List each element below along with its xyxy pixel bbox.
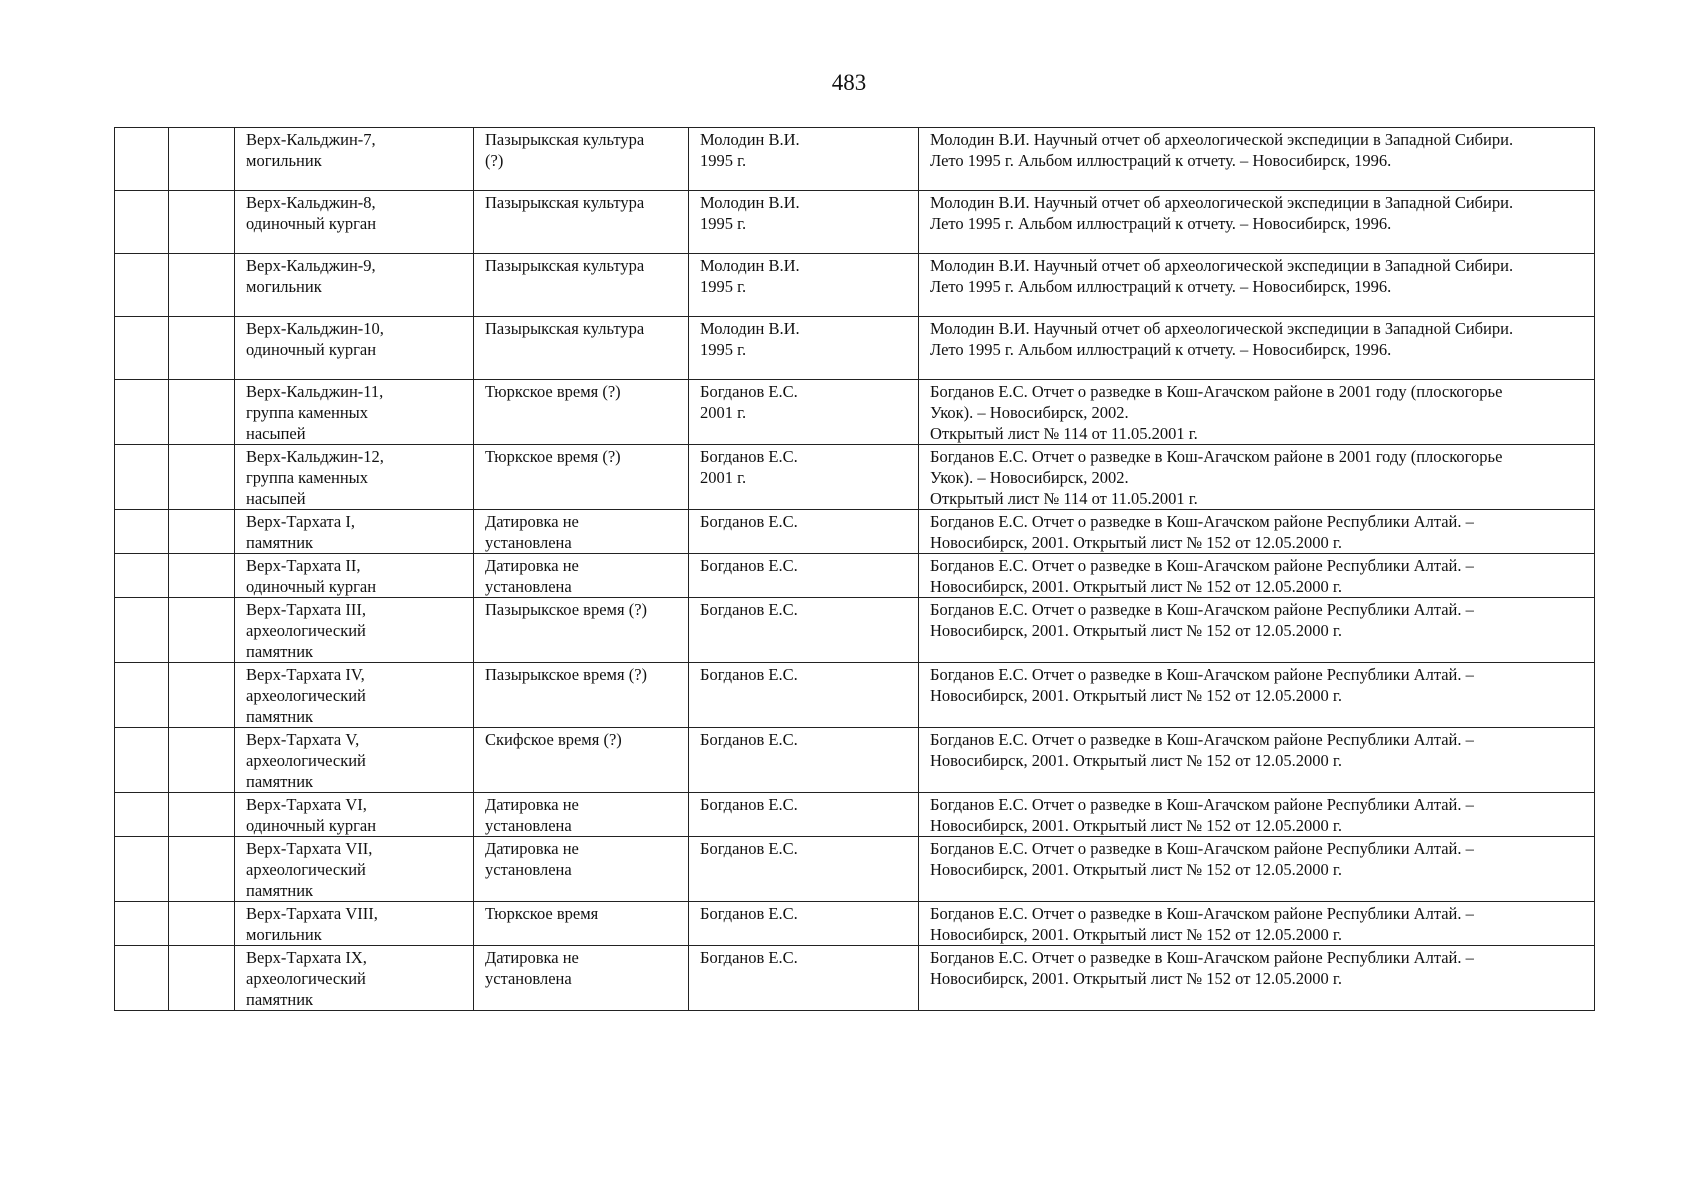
- monument-name: Верх-Тархата IV, археологический памятник: [246, 665, 366, 726]
- source-cell: [919, 663, 1595, 728]
- culture: Датировка не установлена: [485, 795, 579, 835]
- culture-cell: [474, 946, 689, 1011]
- culture-cell: [474, 380, 689, 445]
- table-row: [115, 793, 1595, 837]
- monument-name-cell: [235, 554, 474, 598]
- culture: Пазырыкское время (?): [485, 665, 648, 684]
- author-cell: [689, 902, 919, 946]
- monument-name: Верх-Тархата VII, археологический памятник: [246, 839, 373, 900]
- source: Богданов Е.С. Отчет о разведке в Кош-Агачском районе Республики Алтай. – Новосибирск, 2001. Открытый лист № 152 от 12.05.2000 г.: [930, 730, 1474, 770]
- culture-cell: [474, 598, 689, 663]
- culture-cell: [474, 902, 689, 946]
- table-row: [115, 317, 1595, 380]
- culture: Пазырыкское время (?): [485, 600, 648, 619]
- culture-cell: [474, 837, 689, 902]
- author: Молодин В.И. 1995 г.: [700, 193, 800, 233]
- author: Богданов Е.С.: [700, 512, 798, 531]
- table-row: [115, 254, 1595, 317]
- source-cell: [919, 380, 1595, 445]
- author-cell: [689, 946, 919, 1011]
- author-cell: [689, 380, 919, 445]
- source-cell: [919, 598, 1595, 663]
- number-cell: [115, 191, 169, 254]
- number-cell: [115, 510, 169, 554]
- culture-cell: [474, 728, 689, 793]
- number-cell: [115, 128, 169, 191]
- monument-name-cell: [235, 510, 474, 554]
- author: Богданов Е.С. 2001 г.: [700, 382, 798, 422]
- author: Богданов Е.С.: [700, 600, 798, 619]
- number-cell: [115, 946, 169, 1011]
- source: Молодин В.И. Научный отчет об археологической экспедиции в Западной Сибири. Лето 1995 г. Альбом иллюстраций к отчету. – Новосибирск, 1996.: [930, 130, 1514, 170]
- culture-cell: [474, 554, 689, 598]
- monument-name: Верх-Кальджин-10, одиночный курган: [246, 319, 384, 359]
- culture: Скифское время (?): [485, 730, 622, 749]
- author-cell: [689, 317, 919, 380]
- source: Богданов Е.С. Отчет о разведке в Кош-Агачском районе Республики Алтай. – Новосибирск, 2001. Открытый лист № 152 от 12.05.2000 г.: [930, 839, 1474, 879]
- monument-name-cell: [235, 663, 474, 728]
- number-cell: [115, 254, 169, 317]
- code-cell: [169, 837, 235, 902]
- number-cell: [115, 445, 169, 510]
- monument-name-cell: [235, 837, 474, 902]
- table-row: [115, 510, 1595, 554]
- monument-name-cell: [235, 793, 474, 837]
- author-cell: [689, 728, 919, 793]
- culture: Датировка не установлена: [485, 512, 579, 552]
- author: Богданов Е.С. 2001 г.: [700, 447, 798, 487]
- table-row: [115, 445, 1595, 510]
- table-row: [115, 663, 1595, 728]
- monument-name: Верх-Кальджин-8, одиночный курган: [246, 193, 377, 233]
- table-row: [115, 598, 1595, 663]
- monument-name-cell: [235, 946, 474, 1011]
- source-cell: [919, 946, 1595, 1011]
- number-cell: [115, 663, 169, 728]
- culture-cell: [474, 254, 689, 317]
- monument-name: Верх-Кальджин-7, могильник: [246, 130, 376, 170]
- source-cell: [919, 728, 1595, 793]
- number-cell: [115, 728, 169, 793]
- culture-cell: [474, 510, 689, 554]
- monument-name: Верх-Тархата V, археологический памятник: [246, 730, 366, 791]
- source: Молодин В.И. Научный отчет об археологической экспедиции в Западной Сибири. Лето 1995 г. Альбом иллюстраций к отчету. – Новосибирск, 1996.: [930, 193, 1514, 233]
- source: Молодин В.И. Научный отчет об археологической экспедиции в Западной Сибири. Лето 1995 г. Альбом иллюстраций к отчету. – Новосибирск, 1996.: [930, 319, 1514, 359]
- author-cell: [689, 793, 919, 837]
- number-cell: [115, 793, 169, 837]
- author: Богданов Е.С.: [700, 839, 798, 858]
- monument-name: Верх-Тархата III, археологический памятник: [246, 600, 366, 661]
- culture: Пазырыкская культура: [485, 193, 645, 212]
- code-cell: [169, 663, 235, 728]
- author: Богданов Е.С.: [700, 795, 798, 814]
- source: Богданов Е.С. Отчет о разведке в Кош-Агачском районе Республики Алтай. – Новосибирск, 2001. Открытый лист № 152 от 12.05.2000 г.: [930, 665, 1474, 705]
- monument-name: Верх-Тархата VIII, могильник: [246, 904, 378, 944]
- author: Богданов Е.С.: [700, 665, 798, 684]
- number-cell: [115, 902, 169, 946]
- source-cell: [919, 317, 1595, 380]
- culture: Датировка не установлена: [485, 948, 579, 988]
- source: Богданов Е.С. Отчет о разведке в Кош-Агачском районе Республики Алтай. – Новосибирск, 2001. Открытый лист № 152 от 12.05.2000 г.: [930, 512, 1474, 552]
- monument-name: Верх-Тархата VI, одиночный курган: [246, 795, 377, 835]
- culture: Датировка не установлена: [485, 839, 579, 879]
- number-cell: [115, 317, 169, 380]
- monument-name-cell: [235, 598, 474, 663]
- code-cell: [169, 191, 235, 254]
- author-cell: [689, 837, 919, 902]
- author-cell: [689, 598, 919, 663]
- source: Богданов Е.С. Отчет о разведке в Кош-Агачском районе Республики Алтай. – Новосибирск, 2001. Открытый лист № 152 от 12.05.2000 г.: [930, 948, 1474, 988]
- source: Богданов Е.С. Отчет о разведке в Кош-Агачском районе в 2001 году (плоскогорье Укок). – Новосибирск, 2002. Открытый лист № 114 от 11.05.2001 г.: [930, 447, 1503, 508]
- author: Богданов Е.С.: [700, 948, 798, 967]
- source-cell: [919, 793, 1595, 837]
- code-cell: [169, 317, 235, 380]
- monument-name: Верх-Тархата I, памятник: [246, 512, 355, 552]
- monument-name-cell: [235, 728, 474, 793]
- monument-name-cell: [235, 254, 474, 317]
- author: Богданов Е.С.: [700, 556, 798, 575]
- culture-cell: [474, 793, 689, 837]
- number-cell: [115, 837, 169, 902]
- source: Богданов Е.С. Отчет о разведке в Кош-Агачском районе Республики Алтай. – Новосибирск, 2001. Открытый лист № 152 от 12.05.2000 г.: [930, 600, 1474, 640]
- author-cell: [689, 445, 919, 510]
- monument-name-cell: [235, 128, 474, 191]
- source-cell: [919, 510, 1595, 554]
- monument-name: Верх-Кальджин-9, могильник: [246, 256, 376, 296]
- monument-name-cell: [235, 902, 474, 946]
- culture-cell: [474, 317, 689, 380]
- monument-name-cell: [235, 445, 474, 510]
- author: Молодин В.И. 1995 г.: [700, 130, 800, 170]
- monument-name: Верх-Тархата II, одиночный курган: [246, 556, 377, 596]
- table-row: [115, 380, 1595, 445]
- source-cell: [919, 191, 1595, 254]
- number-cell: [115, 554, 169, 598]
- table-row: [115, 554, 1595, 598]
- code-cell: [169, 445, 235, 510]
- author: Молодин В.И. 1995 г.: [700, 319, 800, 359]
- culture-cell: [474, 445, 689, 510]
- culture-cell: [474, 128, 689, 191]
- number-cell: [115, 598, 169, 663]
- source-cell: [919, 254, 1595, 317]
- code-cell: [169, 128, 235, 191]
- monument-name: Верх-Тархата IX, археологический памятник: [246, 948, 367, 1009]
- culture-cell: [474, 191, 689, 254]
- culture: Пазырыкская культура: [485, 319, 645, 338]
- code-cell: [169, 728, 235, 793]
- culture-cell: [474, 663, 689, 728]
- code-cell: [169, 598, 235, 663]
- author-cell: [689, 128, 919, 191]
- author: Богданов Е.С.: [700, 730, 798, 749]
- code-cell: [169, 793, 235, 837]
- code-cell: [169, 510, 235, 554]
- source-cell: [919, 554, 1595, 598]
- author: Богданов Е.С.: [700, 904, 798, 923]
- source: Богданов Е.С. Отчет о разведке в Кош-Агачском районе Республики Алтай. – Новосибирск, 2001. Открытый лист № 152 от 12.05.2000 г.: [930, 904, 1474, 944]
- table-row: [115, 128, 1595, 191]
- source: Богданов Е.С. Отчет о разведке в Кош-Агачском районе в 2001 году (плоскогорье Укок). – Новосибирск, 2002. Открытый лист № 114 от 11.05.2001 г.: [930, 382, 1503, 443]
- author-cell: [689, 663, 919, 728]
- monument-name: Верх-Кальджин-12, группа каменных насыпей: [246, 447, 384, 508]
- code-cell: [169, 902, 235, 946]
- author-cell: [689, 191, 919, 254]
- table-row: [115, 191, 1595, 254]
- source: Богданов Е.С. Отчет о разведке в Кош-Агачском районе Республики Алтай. – Новосибирск, 2001. Открытый лист № 152 от 12.05.2000 г.: [930, 795, 1474, 835]
- code-cell: [169, 946, 235, 1011]
- culture: Пазырыкская культура: [485, 256, 645, 275]
- code-cell: [169, 380, 235, 445]
- code-cell: [169, 554, 235, 598]
- author-cell: [689, 554, 919, 598]
- source: Молодин В.И. Научный отчет об археологической экспедиции в Западной Сибири. Лето 1995 г. Альбом иллюстраций к отчету. – Новосибирск, 1996.: [930, 256, 1514, 296]
- monument-name-cell: [235, 317, 474, 380]
- author: Молодин В.И. 1995 г.: [700, 256, 800, 296]
- culture: Пазырыкская культура (?): [485, 130, 645, 170]
- table-row: [115, 946, 1595, 1011]
- culture: Тюркское время: [485, 904, 599, 923]
- culture: Датировка не установлена: [485, 556, 579, 596]
- number-cell: [115, 380, 169, 445]
- monument-name: Верх-Кальджин-11, группа каменных насыпей: [246, 382, 384, 443]
- monuments-table: [114, 127, 1595, 1011]
- table-row: [115, 902, 1595, 946]
- page-number: 483: [831, 70, 867, 95]
- culture: Тюркское время (?): [485, 447, 621, 466]
- culture: Тюркское время (?): [485, 382, 621, 401]
- source: Богданов Е.С. Отчет о разведке в Кош-Агачском районе Республики Алтай. – Новосибирск, 2001. Открытый лист № 152 от 12.05.2000 г.: [930, 556, 1474, 596]
- source-cell: [919, 837, 1595, 902]
- source-cell: [919, 902, 1595, 946]
- code-cell: [169, 254, 235, 317]
- author-cell: [689, 254, 919, 317]
- table-row: [115, 837, 1595, 902]
- author-cell: [689, 510, 919, 554]
- source-cell: [919, 445, 1595, 510]
- table-row: [115, 728, 1595, 793]
- source-cell: [919, 128, 1595, 191]
- monument-name-cell: [235, 191, 474, 254]
- monument-name-cell: [235, 380, 474, 445]
